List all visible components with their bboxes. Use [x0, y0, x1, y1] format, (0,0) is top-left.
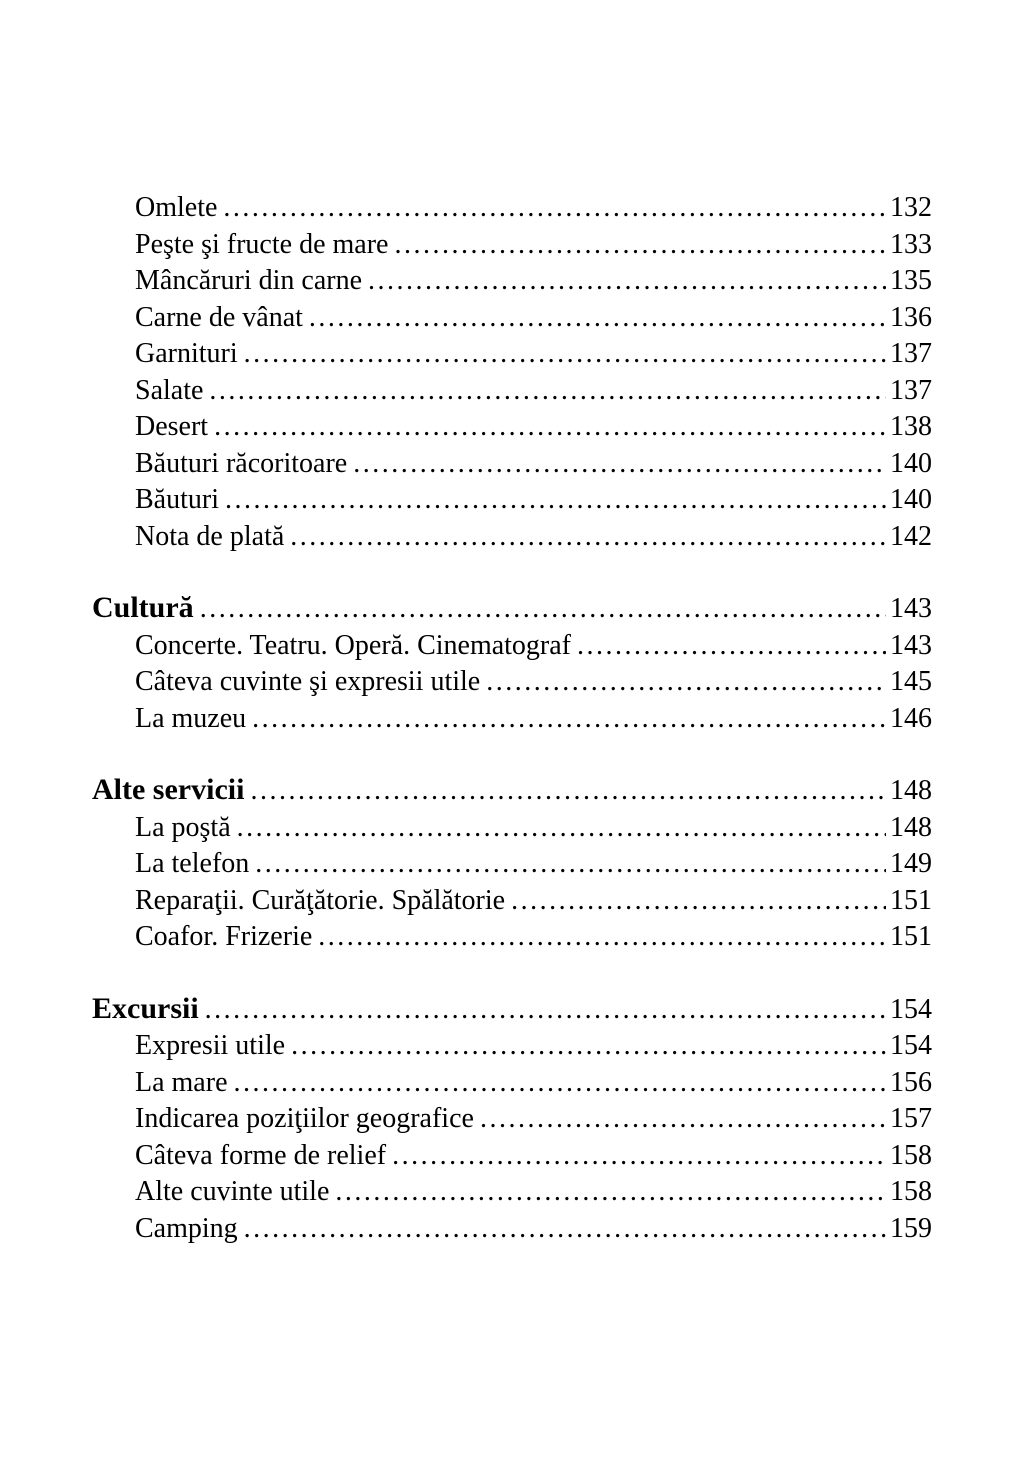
- dot-leader: [244, 336, 886, 373]
- toc-entry-label: Nota de plată: [135, 520, 285, 552]
- dot-leader: [309, 300, 886, 337]
- toc-page-number: 142: [890, 520, 932, 552]
- toc-entry-label: Cultură: [92, 591, 194, 624]
- dot-leader: [234, 1065, 887, 1102]
- toc-entry-label: Concerte. Teatru. Operă. Cinematograf: [135, 629, 572, 661]
- toc-list: [92, 190, 932, 1247]
- toc-row: [92, 227, 932, 264]
- toc-entry-label: Desert: [135, 411, 209, 442]
- toc-entry-label: Expresii utile: [135, 1030, 286, 1061]
- toc-entry-label: Alte servicii: [92, 773, 245, 806]
- toc-entry-label: Reparaţii. Curăţătorie. Spălătorie: [135, 884, 506, 916]
- toc-entry-label: Băuturi: [135, 484, 219, 515]
- toc-page-number: 158: [890, 1139, 932, 1171]
- toc-page-number: 132: [890, 192, 932, 223]
- toc-entry-label: Băuturi răcoritoare: [135, 447, 348, 479]
- toc-page-number: 149: [890, 848, 932, 879]
- dot-leader: [480, 1101, 886, 1138]
- toc-entry-label: Câteva cuvinte şi expresii utile: [135, 666, 481, 697]
- toc-entry-label: Omlete: [135, 192, 218, 223]
- toc-page-number: 136: [890, 301, 932, 333]
- dot-leader: [252, 701, 886, 738]
- dot-leader: [205, 992, 886, 1029]
- toc-row: [92, 883, 932, 920]
- dot-leader: [394, 227, 886, 264]
- toc-page-number: 151: [890, 884, 932, 916]
- toc-page-number: 137: [890, 338, 932, 369]
- toc-row: [92, 1174, 932, 1211]
- toc-page-number: 157: [890, 1103, 932, 1134]
- toc-row: [92, 263, 932, 300]
- toc-row: [92, 1028, 932, 1065]
- toc-entry-label: Salate: [135, 374, 204, 406]
- dot-leader: [392, 1138, 886, 1175]
- dot-leader: [237, 810, 886, 847]
- toc-entry-label: Coafor. Frizerie: [135, 921, 313, 952]
- toc-row: [92, 701, 932, 738]
- toc-row: [92, 300, 932, 337]
- dot-leader: [255, 846, 886, 883]
- toc-page-number: 156: [890, 1066, 932, 1098]
- toc-page-number: 140: [890, 484, 932, 515]
- toc-row: [92, 1101, 932, 1138]
- toc-page-number: 143: [890, 629, 932, 661]
- toc-row: [92, 409, 932, 446]
- toc-row: [92, 190, 932, 227]
- dot-leader: [291, 1028, 886, 1065]
- dot-leader: [335, 1174, 886, 1211]
- dot-leader: [209, 373, 886, 410]
- toc-page-number: 148: [890, 811, 932, 843]
- toc-row: [92, 519, 932, 556]
- dot-leader: [353, 446, 886, 483]
- toc-row: [92, 1065, 932, 1102]
- toc-page-number: 159: [890, 1212, 932, 1244]
- toc-row: [92, 482, 932, 519]
- dot-leader: [223, 190, 886, 227]
- toc-heading-row: [92, 772, 932, 810]
- toc-page-number: 154: [890, 993, 932, 1025]
- toc-page-number: 135: [890, 265, 932, 296]
- toc-page-number: 138: [890, 411, 932, 442]
- toc-entry-label: Câteva forme de relief: [135, 1139, 387, 1171]
- dot-leader: [368, 263, 886, 300]
- toc-row: [92, 1138, 932, 1175]
- dot-leader: [250, 773, 886, 810]
- toc-heading-row: [92, 590, 932, 628]
- toc-page-number: 148: [890, 775, 932, 806]
- toc-entry-label: Carne de vânat: [135, 301, 303, 333]
- toc-row: [92, 373, 932, 410]
- toc-entry-label: Indicarea poziţiilor geografice: [135, 1103, 474, 1134]
- toc-row: [92, 664, 932, 701]
- toc-entry-label: La muzeu: [135, 702, 247, 734]
- toc-heading-row: [92, 991, 932, 1029]
- toc-page-number: 158: [890, 1176, 932, 1207]
- toc-entry-label: Mâncăruri din carne: [135, 265, 362, 296]
- toc-row: [92, 628, 932, 665]
- toc-page-number: 145: [890, 666, 932, 697]
- dot-leader: [318, 919, 886, 956]
- toc-page-number: 137: [890, 374, 932, 406]
- dot-leader: [214, 409, 886, 446]
- toc-entry-label: La mare: [135, 1066, 228, 1098]
- toc-page-number: 154: [890, 1030, 932, 1061]
- dot-leader: [511, 883, 886, 920]
- toc-row: [92, 336, 932, 373]
- toc-entry-label: Peşte şi fructe de mare: [135, 228, 389, 260]
- dot-leader: [290, 519, 886, 556]
- dot-leader: [200, 591, 886, 628]
- toc-entry-label: La poştă: [135, 811, 231, 843]
- toc-entry-label: La telefon: [135, 848, 250, 879]
- toc-entry-label: Camping: [135, 1212, 238, 1244]
- toc-row: [92, 846, 932, 883]
- toc-page-number: 143: [890, 593, 932, 624]
- toc-entry-label: Excursii: [92, 991, 199, 1025]
- toc-row: [92, 919, 932, 956]
- toc-row: [92, 810, 932, 847]
- dot-leader: [244, 1211, 886, 1248]
- toc-page-number: 140: [890, 447, 932, 479]
- toc-page-number: 151: [890, 921, 932, 952]
- dot-leader: [486, 664, 886, 701]
- table-of-contents: [92, 190, 932, 1247]
- toc-page-number: 146: [890, 702, 932, 734]
- toc-page-number: 133: [890, 228, 932, 260]
- toc-row: [92, 446, 932, 483]
- toc-row: [92, 1211, 932, 1248]
- toc-entry-label: Garnituri: [135, 338, 238, 369]
- dot-leader: [577, 628, 886, 665]
- dot-leader: [225, 482, 886, 519]
- toc-entry-label: Alte cuvinte utile: [135, 1176, 330, 1207]
